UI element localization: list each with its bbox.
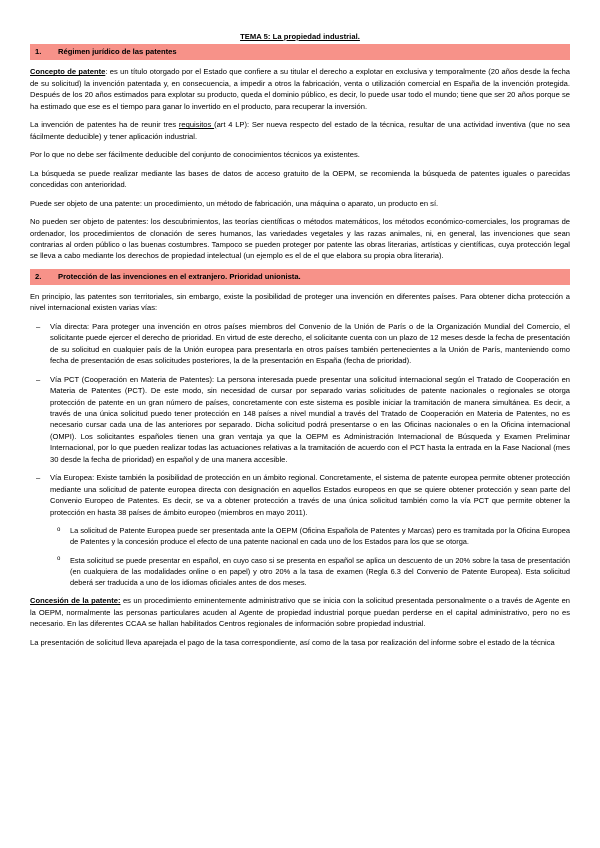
section-header-1 xyxy=(30,44,570,60)
paragraph-busqueda: La búsqueda se puede realizar mediante las bases de datos de acceso gratuito de la OEPM, se recomienda la búsqueda de patentes iguales o parecidas concedidas con anterioridad. xyxy=(30,168,570,190)
paragraph-concesion-body: es un procedimiento eminentemente administrativo que se inicia con la solicitud presentada personalmente o a través de Agente en la OEPM, normalmente las personas particulares acuden al Agente de propiedad industrial porque puedan perderse en el capital administrativo, pero no es necesario. En las diferentes CCAA se hallan habilitados Centros regionales de información sobre propiedad industrial. xyxy=(30,596,571,629)
sublist-item-solicitud-oepm xyxy=(30,525,570,548)
sublist-item-solicitud-espanol xyxy=(30,555,570,589)
paragraph-deducible: Por lo que no debe ser fácilmente deducible del conjunto de conocimientos técnicos ya existentes. xyxy=(30,150,360,160)
list-item-via-pct xyxy=(30,374,570,466)
paragraph-concepto-patente xyxy=(30,66,570,112)
lead-sep-concepto: : xyxy=(105,67,110,77)
page-title xyxy=(30,32,570,41)
page-title-text: TEMA 5: La propiedad industrial. xyxy=(240,32,360,41)
sublist-item-solicitud-espanol-text: Esta solicitud se puede presentar en español, en cuyo caso si se presenta en español se aplica un descuento de un 20% sobre la tasa de presentación (en cualquiera de las modalidades online o en papel) y otro 20% a la tasa de examen (Regla 6.3 del Convenio de Patente Europea). Esta solicitud deberá ser traducida a uno de los idiomas oficiales antes de dos meses. xyxy=(70,555,570,588)
list-item-via-pct-text: Vía PCT (Cooperación en Materia de Patentes): La persona interesada puede presentar una solicitud internacional según el Tratado de Cooperación en Materia de Patentes (PCT). De este modo, sin necesidad de cursar por separado varias solicitudes de patente nacionales o regionales se otorga protección de patente en un gran número de países, concretamente con este sistema es posible iniciar la tramitación de manera simultánea. Es decir, a través de una única solicitud puedo tener protección en 148 países a nivel mundial a través del Tratado de Cooperación en Materia de Patentes, no es necesario cursar cada una de las anteriores por separado. Dicha solicitud podrá presentarse o en las Oficinas nacionales o en la Oficina internacional (OMPI). Los solicitantes españoles tienen una gran ventaja ya que la OEPM es Administración Internacional de Búsqueda y Examen Preliminar Internacional, por lo que pueden realizar todas las actuaciones relativas a la tramitación de acuerdo con el PCT hasta la entrada en la Fase Nacional (mes 30 desde la fecha de prioridad) en español y de una manera accesible. xyxy=(50,374,570,464)
via-europea-sublist xyxy=(30,525,570,588)
paragraph-seccion2-intro: En principio, las patentes son territoriales, sin embargo, existe la posibilidad de proteger una invención en diferentes países. Para obtener dicha protección a nivel internacional existen varias vías: xyxy=(30,291,570,313)
lead-label-concesion: Concesión de la patente: xyxy=(30,596,121,606)
list-item-via-europea xyxy=(30,472,570,518)
circle-bullet-icon: o xyxy=(57,556,61,563)
vias-list xyxy=(30,321,570,519)
requisitos-underlined: requisitos xyxy=(178,120,215,130)
list-item-via-directa xyxy=(30,321,570,367)
list-item-via-europea-text: Vía Europea: Existe también la posibilidad de protección en un ámbito regional. Concretamente, el sistema de patente europea permite obtener protección mediante una solicitud de patente europea directa con designación en aquellos Estados europeos en que se quiere obtener protección y sean parte del Convenio Europeo de Patentes. Es decir, se va a obtener protección a través de una única solicitud también como la vía PCT que permite obtener la protección en hasta 38 países de ámbito europeo (miembros en mayo 2011). xyxy=(50,473,570,517)
paragraph-requisitos xyxy=(30,119,570,142)
circle-bullet-icon: o xyxy=(57,526,61,533)
paragraph-no-objeto-patente: No pueden ser objeto de patentes: los descubrimientos, las teorías científicas o métodos matemáticos, los métodos económico-comerciales, los programas de ordenador, los procedimientos de clonación de seres humanos, las variedades vegetales y las razas animales, ni, en general, las invenciones que sean contrarias al orden público o las buenas costumbres. Tampoco se pueden proteger por patente las obras literarias, artísticas y científicas, cuya protección legal se lleva a cabo mediante los derechos de propiedad intelectual (un ejemplo es el de el que elabora su propia obra literaria). xyxy=(30,217,570,261)
section-2-number: 2. xyxy=(35,271,42,281)
dash-bullet-icon: – xyxy=(36,374,41,384)
sublist-item-solicitud-oepm-text: La solicitud de Patente Europea puede ser presentada ante la OEPM (Oficina Española de Patentes y Marcas) pero es tramitada por la Oficina Europea de Patentes y la concesión produce el efecto de una patente nacional en cada uno de los Estados para los que se otorga. xyxy=(70,526,570,547)
paragraph-objeto-patente: Puede ser objeto de una patente: un procedimiento, un método de fabricación, una máquina o aparato, un producto en sí. xyxy=(30,198,439,208)
dash-bullet-icon: – xyxy=(36,321,41,331)
paragraph-concesion-patente xyxy=(30,595,570,629)
section-header-2 xyxy=(30,269,570,285)
list-item-via-directa-text: Vía directa: Para proteger una invención en otros países miembros del Convenio de la Unión de París o de la Organización Mundial del Comercio, el solicitante puede ejercer el derecho de prioridad. En virtud de este derecho, el solicitante cuenta con un plazo de 12 meses desde la fecha de presentación de su solicitud en cualquier país de la Unión europea para presentarla en otros países también pertenecientes a la Unión de París, manteniendo como fecha de presentación de esas solicitudes posteriores, la de la presentación en España (fecha de prioridad). xyxy=(50,321,570,366)
section-2-label: Protección de las invenciones en el extranjero. Prioridad unionista. xyxy=(58,271,301,281)
paragraph-presentacion-solicitud: La presentación de solicitud lleva aparejada el pago de la tasa correspondiente, así como de la tasa por realización del informe sobre el estado de la técnica xyxy=(30,637,555,647)
requisitos-pre: La invención de patentes ha de reunir tres xyxy=(30,120,179,130)
section-1-label: Régimen jurídico de las patentes xyxy=(58,47,177,57)
requisitos-post: (art 4 LP): Ser nueva respecto del estado de la técnica, resultar de una actividad inventiva (que no sea fácilmente deducible) y tener aplicación industrial. xyxy=(30,120,570,141)
lead-label-concepto: Concepto de patente xyxy=(30,67,106,77)
dash-bullet-icon: – xyxy=(36,473,41,483)
paragraph-concepto-body: es un título otorgado por el Estado que confiere a su titular el derecho a explotar en exclusiva y temporalmente (20 años desde la fecha de su solicitud) la invención patentada y, en consecuencia, a impedir a otros la fabricación, venta o utilización comercial en España de la invención protegida. Después de los 20 años estimados para explotar su producto, queda el dominio público, es decir, lo puede usar todo el mundo; tiene que ser 20 años porque se ha estimado que ese es el tiempo para ganar lo invertido en el producto, para recuperar la inversión. xyxy=(30,67,571,111)
section-1-number: 1. xyxy=(35,47,42,57)
